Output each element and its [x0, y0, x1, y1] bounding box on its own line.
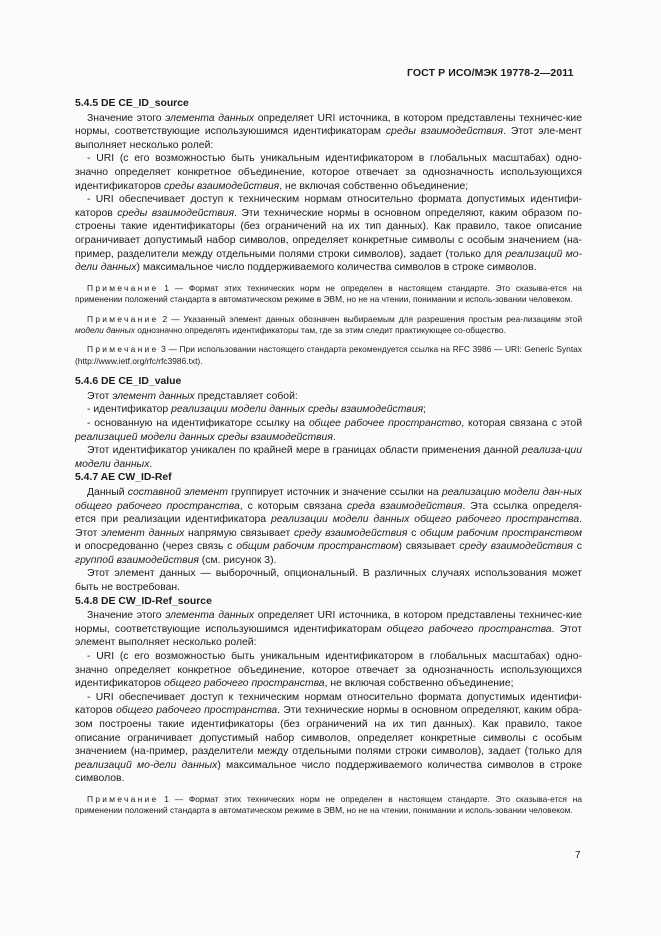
term: элемент данных — [112, 390, 195, 402]
text: напрямую связывает — [184, 527, 294, 539]
text: . Эти технические нормы в основном определяют, каким обра-зом построены такие идентификаторы (без ограничений на их тип данных). Как правило, такое описание ограничивает допустимый набор символов, определяет конкретные символы с особым значением (на-пример, разделители между отдельными полями строки символов), задает (только для — [75, 705, 582, 758]
term: элемента данных — [165, 112, 255, 124]
term: реализации модели данных общего рабочего пространства — [271, 514, 580, 526]
text: ) максимальное число поддерживаемого количества символов в строке символов. — [136, 262, 537, 274]
section-heading-5-4-8: 5.4.8 DE CW_ID-Ref_source — [75, 595, 212, 607]
section-heading-5-4-5: 5.4.5 DE CE_ID_source — [75, 98, 189, 109]
text: определяет URI источника, в котором представлены техничес-кие нормы, соответствующие используюшимся идентификаторам — [75, 112, 583, 138]
text: (см. рисунок 3). — [198, 554, 277, 566]
term: общим рабочим пространством — [419, 527, 582, 539]
section-heading-5-4-7: 5.4.7 AE CW_ID-Ref — [75, 472, 172, 484]
list-item — [75, 152, 582, 193]
term: общее рабочее пространство — [308, 417, 462, 429]
list-item — [75, 650, 582, 691]
text: - URI (с его возможностью быть уникальным идентификатором в глобальных масштабах) одно-значно определяет конкретное объединение, которое отвечает за однозначность использующихся идентификаторов — [75, 153, 582, 192]
paragraph — [75, 112, 582, 153]
term: среда взаимодействия — [347, 500, 463, 512]
note-3 — [75, 344, 582, 367]
text: - основанную на идентификаторе ссылку на — [87, 417, 309, 429]
text: . — [332, 431, 336, 443]
paragraph — [75, 609, 582, 650]
term: группой взаимодействия — [75, 554, 199, 566]
note-2 — [75, 314, 582, 337]
term: общего рабочего пространства — [386, 623, 552, 635]
text: . Этот эле-мент выполняет несколько ролей: — [75, 126, 582, 151]
note-label: Примечание — [87, 344, 159, 355]
text: группирует источник и значение ссылки на — [227, 486, 442, 498]
note-1 — [75, 283, 582, 306]
term: общим рабочим пространством — [236, 541, 399, 553]
text: - URI обеспечивает доступ к техническим нормам относительно формата допустимых идентифи-каторов — [75, 691, 582, 717]
term: элемент данных — [101, 527, 185, 539]
text: Этот — [87, 390, 113, 402]
text: , не включая собственно объединение; — [324, 678, 514, 690]
note-text: однозначно определять идентификаторы там, где за этим следит практикующее со-общество. — [134, 324, 506, 335]
term: реализации модели данных среды взаимодействия — [171, 404, 424, 416]
term: среды взаимодействия — [385, 126, 504, 138]
text: . Эта ссылка определя-ется при реализации идентификатора — [75, 500, 582, 526]
document-code: ГОСТ Р ИСО/МЭК 19778-2—2011 — [407, 67, 574, 79]
page-number: 7 — [575, 850, 581, 861]
term: реализаций мо-дели данных — [75, 248, 582, 274]
term: реализацию модели дан-ных общего рабочего пространства — [75, 486, 582, 512]
note-text: 1 — Формат этих технических норм не определен в настоящем стандарте. Это сказыва-ется на применении положений стандарта в автоматическом режиме в ЭВМ, но не на чтении, понимании и исполь-зовании человеком. — [75, 793, 582, 816]
text: - идентификатор — [87, 404, 172, 416]
term: реализаций мо-дели данных — [75, 759, 218, 771]
term: реализацией модели данных среды взаимодействия — [75, 431, 333, 443]
list-item — [75, 417, 582, 444]
paragraph — [75, 444, 582, 471]
text: ) связывает — [398, 541, 460, 553]
text: представляет собой: — [194, 390, 298, 402]
text: ) максимальное число поддерживаемого количества символов в строке символов. — [75, 759, 582, 785]
text: . Этот — [75, 514, 582, 539]
paragraph — [75, 486, 582, 568]
list-item — [75, 193, 582, 275]
note-text: 1 — Формат этих технических норм не определен в настоящем стандарте. Это сказыва-ется на применении положений стандарта в автоматическом режиме в ЭВМ, но не на чтении, понимании и исполь-зовании человеком. — [75, 282, 582, 305]
text: , не включая собственно объединение; — [279, 180, 469, 192]
text: , с которым связана — [239, 500, 348, 512]
term: среду взаимодействия — [459, 541, 573, 553]
text: - URI обеспечивает доступ к техническим нормам относительно формата допустимых идентифи-каторов — [75, 194, 582, 219]
text: . Этот элемент выполняет несколько ролей: — [75, 623, 582, 649]
text: ; — [423, 404, 427, 416]
text: Этот идентификатор уникален по крайней мере в границах области применения данной — [87, 445, 522, 457]
term: элемента данных — [165, 610, 255, 622]
term: среды взаимодействия — [117, 207, 234, 219]
term: составной элемент — [127, 486, 228, 498]
text: Значение этого — [87, 112, 166, 124]
text: , которая связана с этой — [461, 417, 582, 429]
text: определяет URI источника, в котором представлены техничес-кие нормы, соответствующие используюшимся идентификаторам — [75, 610, 583, 635]
paragraph: Этот элемент данных — выборочный, опциональный. В различных случаях использования может быть не востребован. — [75, 568, 582, 594]
note-1 — [75, 794, 582, 817]
text: - URI (с его возможностью быть уникальным идентификатором в глобальных масштабах) одно-значно определяет конкретное объединение, которое отвечает за однозначность использующихся идентификаторов — [75, 651, 582, 690]
text: . Эти технические нормы в основном определяют, каким образом по-строены такие идентификаторы (без ограничений на их тип данных). Как правило, такое описание ограничивает допустимый набор символов, определяет конкретные символы с особым значением (на-пример, разделители между отдельными полями строки символов), задает (только для — [75, 207, 582, 260]
list-item — [75, 403, 582, 417]
text: . — [149, 458, 153, 470]
text: Значение этого — [87, 610, 166, 622]
note-label: Примечание — [87, 282, 159, 293]
text: Данный — [87, 486, 128, 498]
text: и опосредованно (через связь с — [75, 541, 237, 553]
term: реализа-ции модели данных — [75, 445, 582, 470]
term: общего рабочего пространства — [116, 705, 278, 717]
document-body — [75, 97, 582, 825]
text: с — [572, 541, 582, 553]
section-heading-5-4-6: 5.4.6 DE CE_ID_value — [75, 376, 182, 388]
note-label: Примечание — [87, 313, 159, 324]
paragraph — [75, 390, 582, 404]
term: среды взаимодействия — [164, 180, 280, 192]
term: общего рабочего пространства — [164, 678, 325, 690]
text: с — [407, 527, 420, 539]
note-label: Примечание — [87, 793, 159, 804]
term: модели данных — [75, 324, 135, 335]
list-item — [75, 691, 582, 786]
note-text: 3 — При использовании настоящего стандарта рекомендуется ссылка на RFC 3986 — URI: Generic Syntax (http://www.ietf.org/rfc/rfc3986.txt). — [75, 344, 582, 366]
term: среду взаимодействия — [293, 527, 408, 539]
note-text: 2 — Указанный элемент данных обозначен выбираемым для разрешения простым реа-лизациям этой — [158, 313, 582, 324]
